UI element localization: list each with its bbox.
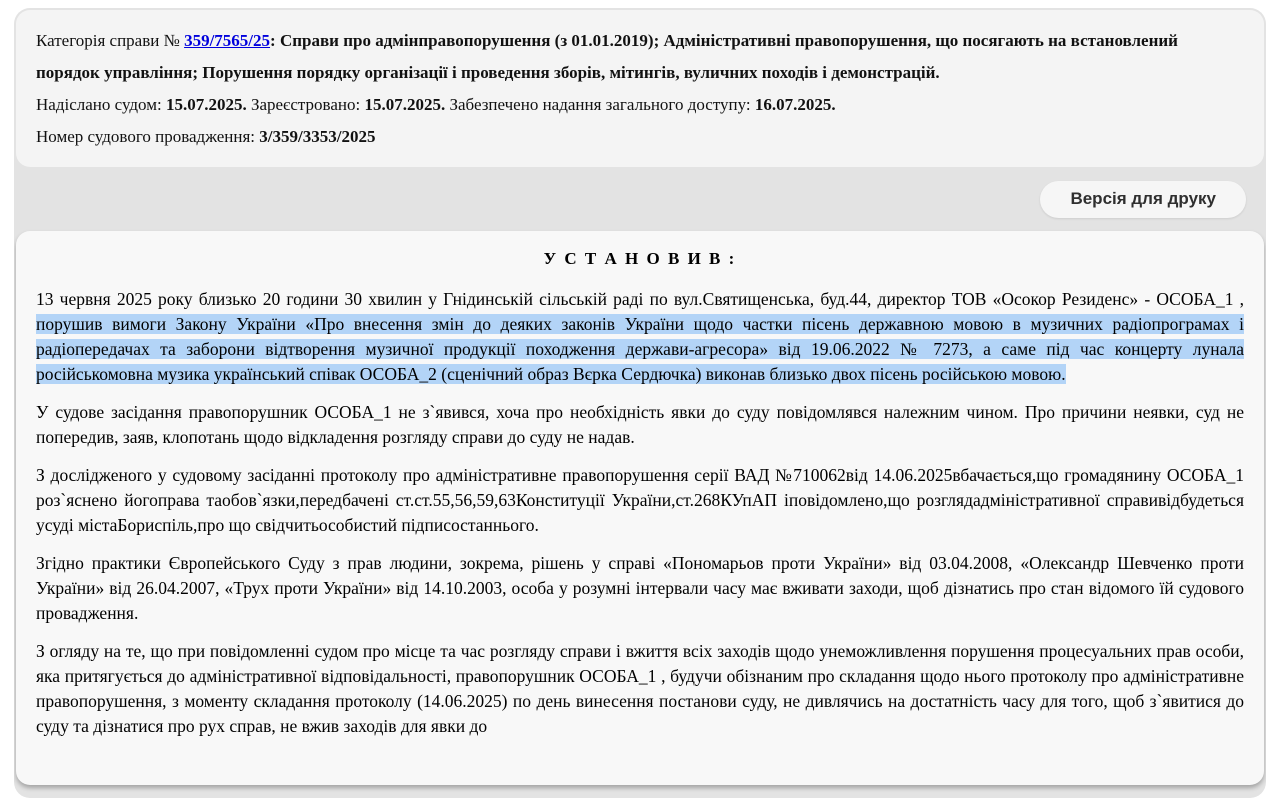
proceeding-number-value: 3/359/3353/2025 <box>259 127 376 146</box>
decision-text-card <box>16 231 1264 785</box>
case-meta-card <box>16 10 1264 167</box>
public-access-label: Забезпечено надання загального доступу: <box>445 95 755 114</box>
case-dates-block <box>36 89 1244 121</box>
print-version-button[interactable]: Версія для друку <box>1040 181 1246 218</box>
registered-label: Зареєстровано: <box>246 95 365 114</box>
proceeding-number-label: Номер судового провадження: <box>36 127 260 146</box>
sent-by-court-label: Надіслано судом: <box>36 95 166 114</box>
case-category-block <box>36 25 1244 89</box>
document-paragraph-5: З огляду на те, що при повідомленні судом про місце та час розгляду справи і вжиття всіх заходів щодо унеможливлення порушення процесуальних прав особи, яка притягується до адміністративної відповідальності, правопорушник ОСОБА_1 , будучи обізнаним про складання щодо нього протоколу про адміністративне правопорушення, з моменту складання протоколу (14.06.2025) по день винесення постанови суду, не дивлячись на достатність часу для того, щоб з`явитися до суду та дізнатися про рух справ, не вжив заходів для явки до <box>36 641 1244 736</box>
document-paragraph-4: Згідно практики Європейського Суду з прав людини, зокрема, рішень у справі «Пономарьов проти України» від 03.04.2008, «Олександр Шевченко проти України» від 26.04.2007, «Трух проти України» від 14.10.2003, особа у розумні інтервали часу має вживати заходи, щоб дізнатись про стан відомого їй судового провадження. <box>36 553 1244 623</box>
case-category-text: : Справи про адмінправопорушення (з 01.01.2019); Адміністративні правопорушення, що посягають на встановлений порядок управління; Порушення порядку організації і проведення зборів, мітингів, вуличних походів і демонстрацій. <box>36 31 1178 82</box>
decision-heading: У С Т А Н О В И В : <box>543 249 737 268</box>
document-paragraph-2: У судове засідання правопорушник ОСОБА_1 не з`явився, хоча про необхідність явки до суду повідомлявся належним чином. Про причини неявки, суд не попередив, заяв, клопотань щодо відкладення розгляду справи до суду не надав. <box>36 402 1244 447</box>
sent-by-court-date: 15.07.2025. <box>165 95 247 114</box>
registered-date: 15.07.2025. <box>364 95 446 114</box>
page-container <box>14 8 1266 798</box>
proceeding-number-block <box>36 121 1244 153</box>
text-selection-highlight: порушив вимоги Закону України «Про внесення змін до деяких законів України щодо частки пісень державною мовою в музичних радіопрограмах і радіопередачах та заборони відтворення музичної продукції походження держави-агресора» від 19.06.2022 № 7273, а саме під час концерту лунала російськомовна музика український співак ОСОБА_2 (сценічний образ Вєрка Сердючка) виконав близько двох пісень російською мовою. <box>36 314 1244 384</box>
toolbar <box>14 167 1266 231</box>
document-paragraph-3: З дослідженого у судовому засіданні протоколу про адміністративне правопорушення серії ВАД №710062від 14.06.2025вбачається,що громадянину ОСОБА_1 роз`яснено йогоправа таобов`язки,передбачені ст.ст.55,56,59,63Конституції України,ст.268КУпАП іповідомлено,що розглядадміністративної справивідбудеться усуді містаБориспіль,про що свідчитьособистий підписостаннього. <box>36 465 1244 535</box>
case-category-label: Категорія справи № <box>36 31 185 50</box>
paragraph-1-plain-text: 13 червня 2025 року близько 20 години 30 хвилин у Гнідинській сільській раді по вул.Святищенська, буд.44, директор ТОВ «Осокор Резиденс» - ОСОБА_1 , <box>36 289 1244 309</box>
public-access-date: 16.07.2025. <box>754 95 836 114</box>
document-paragraph-1 <box>36 287 1244 387</box>
case-number-link[interactable]: 359/7565/25 <box>184 31 271 50</box>
